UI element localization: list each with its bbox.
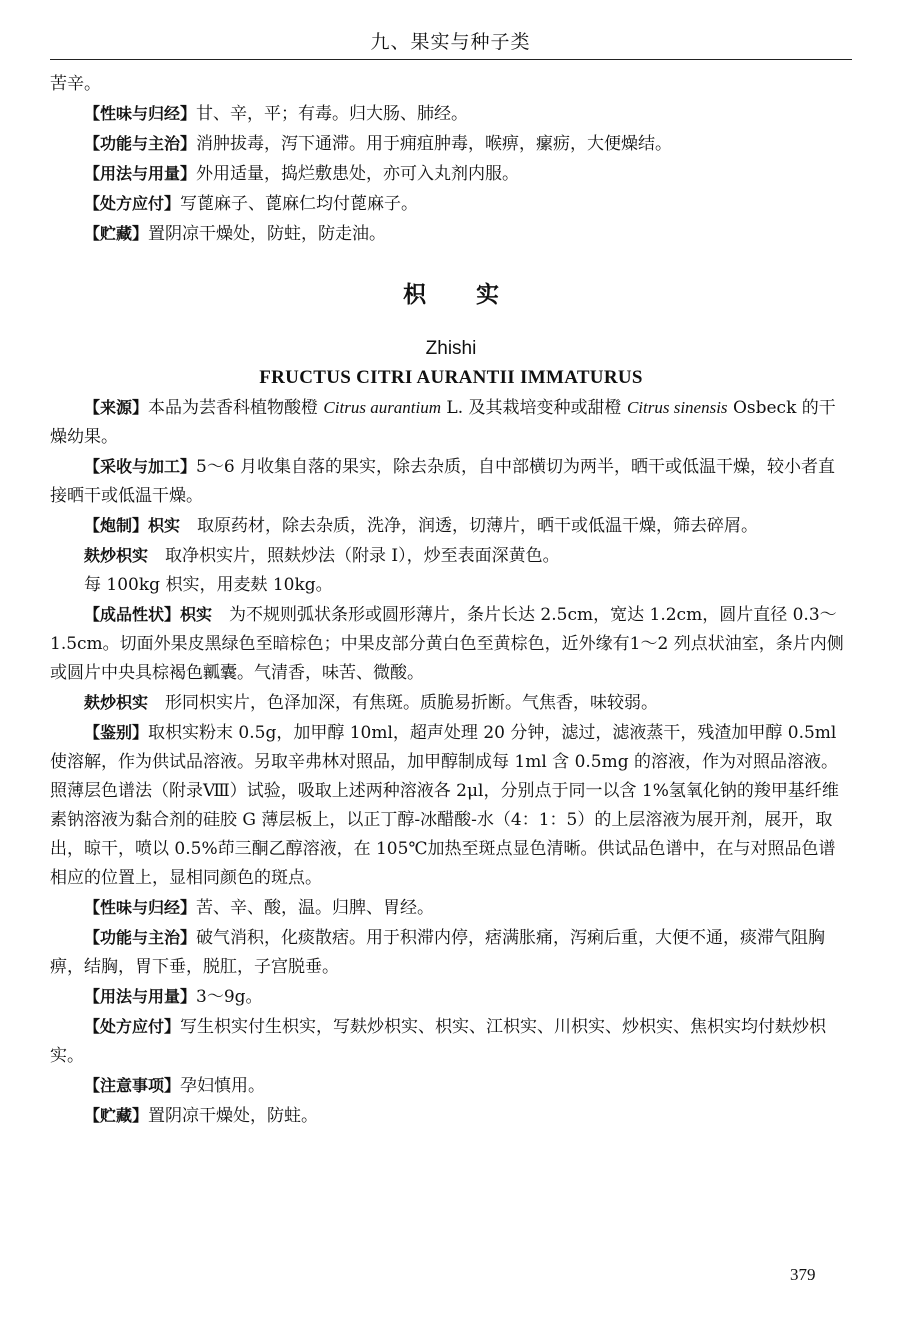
section-storage: 【贮藏】置阴凉干燥处，防蛀。 bbox=[84, 1106, 319, 1126]
page-number: 379 bbox=[790, 1265, 816, 1284]
entry-latin-name: FRUCTUS CITRI AURANTII IMMATURUS bbox=[259, 367, 643, 388]
prev-nature: 【性味与归经】甘、辛，平；有毒。归大肠、肺经。 bbox=[84, 104, 469, 124]
prev-usage: 【用法与用量】外用适量，捣烂敷患处，亦可入丸剂内服。 bbox=[84, 164, 520, 184]
prev-prescription: 【处方应付】写蓖麻子、蓖麻仁均付蓖麻子。 bbox=[84, 194, 419, 214]
section-identification: 【鉴别】取枳实粉末 0.5g，加甲醇 10ml，超声处理 20 分钟，滤过，滤液蒸干，残渣加甲醇 0.5ml 使溶解，作为供试品溶液。另取辛弗林对照品，加甲醇制成每 1ml 含 0.5mg 的溶液，作为对照品溶液。照薄层色谱法（附录Ⅷ）试验，吸取上述两种溶液各 2μl，分别点于同一以含 1%氢氧化钠的羧甲基纤维素钠溶液为黏合剂的硅胶 G 薄层板上，以正丁醇-冰醋酸-水（4：1：5）的上层溶液为展开剂，展开，取出，晾干，喷以 0.5%茚三酮乙醇溶液，在 105℃加热至斑点显色清晰。供试品色谱中，在与对照品色谱相应的位置上，显相同颜色的斑点。 bbox=[50, 723, 839, 888]
header-rule bbox=[50, 59, 852, 60]
section-processing: 【炮制】枳实 取原药材，除去杂质，洗净，润透，切薄片，晒干或低温干燥，筛去碎屑。 bbox=[84, 516, 759, 536]
processing-bran-fried: 麸炒枳实 取净枳实片，照麸炒法（附录 Ⅰ），炒至表面深黄色。 bbox=[84, 546, 560, 566]
section-harvest: 【采收与加工】5～6 月收集自落的果实，除去杂质，自中部横切为两半，晒干或低温干燥，较小者直接晒干或低温干燥。 bbox=[50, 457, 836, 506]
section-caution: 【注意事项】孕妇慎用。 bbox=[84, 1076, 266, 1096]
section-usage: 【用法与用量】3～9g。 bbox=[84, 987, 263, 1007]
prev-storage: 【贮藏】置阴凉干燥处，防蛀，防走油。 bbox=[84, 224, 387, 244]
characters-bran-fried: 麸炒枳实 形同枳实片，色泽加深，有焦斑。质脆易折断。气焦香，味较弱。 bbox=[84, 693, 659, 713]
page-body bbox=[50, 70, 852, 1131]
entry-title: 枳实 bbox=[403, 282, 549, 308]
section-function: 【功能与主治】破气消积，化痰散痞。用于积滞内停，痞满胀痛，泻痢后重，大便不通，痰滞气阻胸痹，结胸，胃下垂，脱肛，子宫脱垂。 bbox=[50, 928, 826, 977]
prev-entry-continuation: 苦辛。 bbox=[50, 74, 101, 94]
section-nature: 【性味与归经】苦、辛、酸，温。归脾、胃经。 bbox=[84, 898, 435, 918]
prev-function: 【功能与主治】消肿拔毒，泻下通滞。用于痈疽肿毒，喉痹，瘰疬，大便燥结。 bbox=[84, 134, 673, 154]
section-prescription: 【处方应付】写生枳实付生枳实，写麸炒枳实、枳实、江枳实、川枳实、炒枳实、焦枳实均付麸炒枳实。 bbox=[50, 1017, 827, 1066]
section-characters: 【成品性状】枳实 为不规则弧状条形或圆形薄片，条片长达 2.5cm，宽达 1.2cm，圆片直径 0.3～1.5cm。切面外果皮黑绿色至暗棕色；中果皮部分黄白色至黄棕色，近外缘有1～2 列点状油室，条片内侧或圆片中央具棕褐色瓤囊。气清香，味苦、微酸。 bbox=[50, 605, 844, 683]
section-source: 【来源】本品为芸香科植物酸橙 Citrus aurantium L. 及其栽培变种或甜橙 Citrus sinensis Osbeck 的干燥幼果。 bbox=[50, 398, 836, 447]
processing-ratio: 每 100kg 枳实，用麦麸 10kg。 bbox=[84, 575, 333, 595]
running-header: 九、果实与种子类 bbox=[370, 31, 531, 53]
entry-pinyin: Zhishi bbox=[425, 338, 477, 359]
